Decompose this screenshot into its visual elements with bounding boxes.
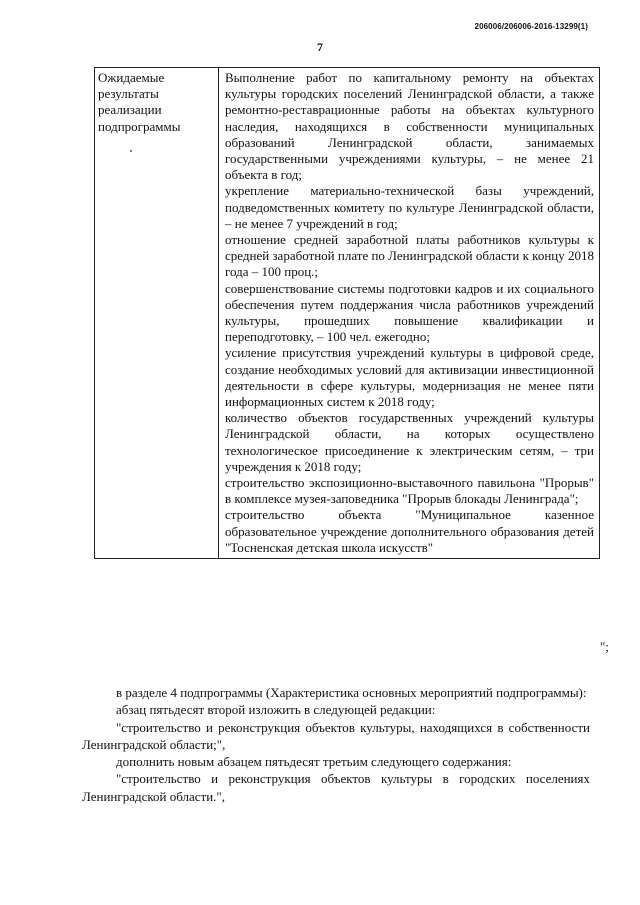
result-item-7: строительство экспозиционно-выставочного павильона "Прорыв" в комплексе музея-заповедника "Прорыв блокады Ленинграда"; — [225, 475, 594, 507]
body-paragraph-1: в разделе 4 подпрограммы (Характеристика основных мероприятий подпрограммы): — [116, 685, 587, 700]
amendment-text — [82, 684, 590, 805]
body-paragraph-5: "строительство и реконструкция объектов культуры в городских поселениях Ленинградской области.", — [82, 771, 590, 804]
result-item-4: совершенствование системы подготовки кадров и их социального обеспечения путем поддержания числа работников учреждений культуры, прошедших повышение квалификации и переподготовку, – 100 чел. ежегодно; — [225, 280, 594, 345]
result-item-2: укрепление материально-технической базы учреждений, подведомственных комитету по культуре Ленинградской области, – не менее 7 учреждений в год; — [225, 183, 594, 231]
table-row — [95, 68, 600, 559]
result-item-1: Выполнение работ по капитальному ремонту на объектах культуры городских поселений Ленинградской области, а также ремонтно-реставрационные работы на объектах культурного наследия, находящихся в собственности муниципальных образований Ленинградской области, занимаемых государственными учреждениями культуры, – не менее 21 объекта в год; — [225, 70, 594, 183]
result-item-8: строительство объекта "Муниципальное казенное образовательное учреждение дополнительного образования детей "Тосненская детская школа искусств" — [225, 507, 594, 555]
document-id: 206006/206006-2016-13299(1) — [474, 22, 588, 31]
body-paragraph-4: дополнить новым абзацем пятьдесят третьим следующего содержания: — [116, 754, 512, 770]
scan-speck — [130, 150, 132, 152]
results-table — [94, 67, 600, 559]
body-paragraph-2: абзац пятьдесят второй изложить в следующей редакции: — [116, 702, 436, 718]
result-item-6: количество объектов государственных учреждений культуры Ленинградской области, на которых осуществлено технологическое присоединение к электрическим сетям, – три учреждения к 2018 году; — [225, 410, 594, 474]
page-number: 7 — [317, 40, 323, 54]
result-item-5: усиление присутствия учреждений культуры в цифровой среде, создание необходимых условий для активизации инвестиционной деятельности в сфере культуры, модернизация не менее пяти информационных систем к 2018 году; — [225, 345, 594, 410]
table-left-label: Ожидаемые результаты реализации подпрограммы — [98, 70, 181, 134]
body-paragraph-3: "строительство и реконструкция объектов культуры, находящихся в собственности Ленинградской области;", — [82, 719, 590, 752]
table-closing-mark: "; — [600, 639, 609, 654]
table-content-cell — [219, 68, 600, 559]
table-label-cell — [95, 68, 219, 559]
result-item-3: отношение средней заработной платы работников культуры к средней заработной плате по Ленинградской области к концу 2018 года – 100 проц.; — [225, 232, 594, 280]
